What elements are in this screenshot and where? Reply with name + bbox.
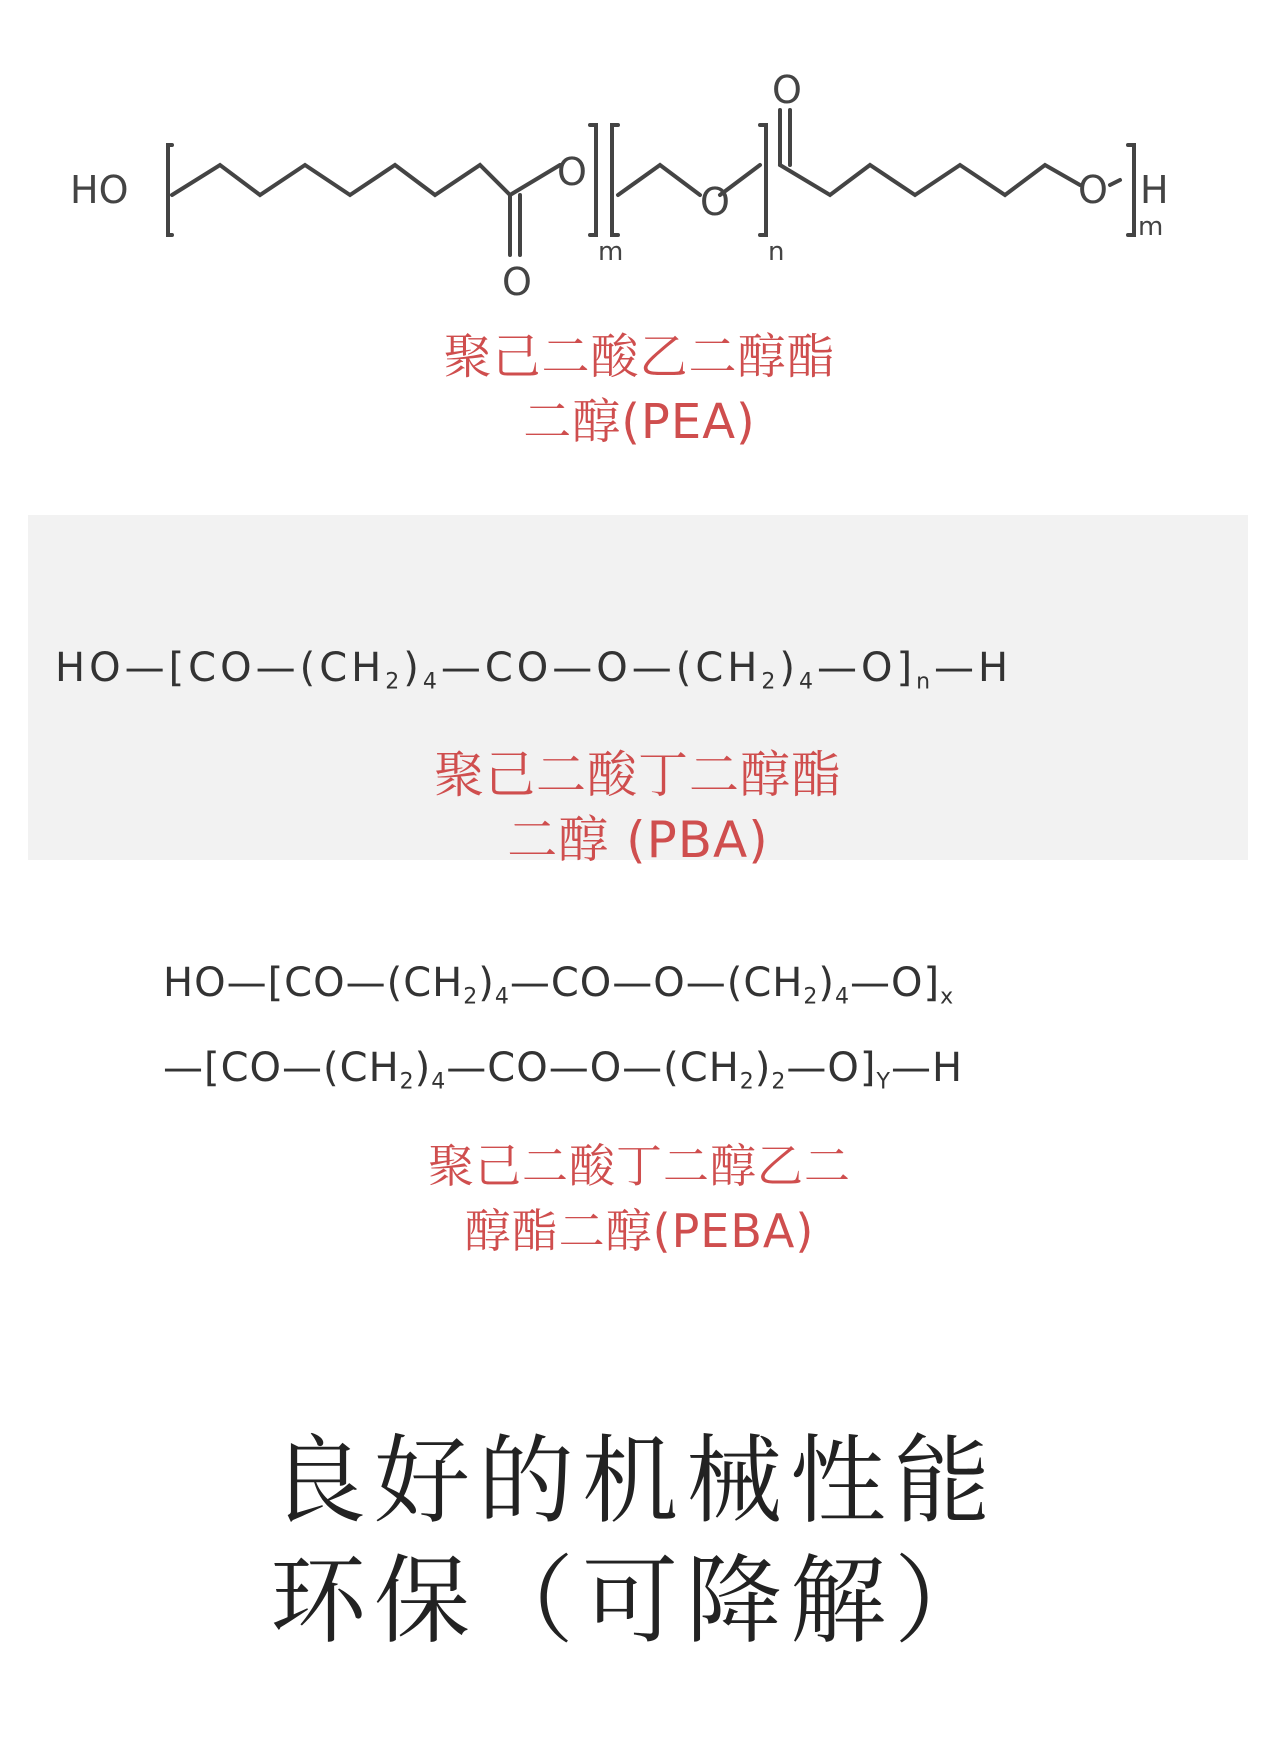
pba-co-open: [CO [168, 645, 256, 691]
peba1-ch2-a: (CH [386, 960, 464, 1006]
peba2-sub4-a: 4 [431, 1069, 447, 1095]
peba1-sub2-b: 2 [803, 984, 819, 1010]
pba-ch2-a: (CH [299, 645, 386, 691]
pba-h: H [978, 645, 1013, 691]
peba2-ch2-a: (CH [323, 1045, 400, 1091]
peba1-o-close: O] [890, 960, 941, 1006]
peba-name-line-1: 聚己二酸丁二醇乙二 [428, 1139, 851, 1193]
pba-close-a: ) [403, 645, 423, 691]
peba1-sub-x: x [940, 984, 955, 1010]
pba-co: CO [484, 645, 553, 691]
pea-bracket-n-left [612, 125, 618, 235]
peba2-sub-y: Y [876, 1069, 891, 1095]
pba-sub4-b: 4 [798, 669, 817, 695]
highlight-line-1: 良好的机械性能 [270, 1425, 998, 1537]
pba-o-close: O] [860, 645, 917, 691]
peba2-co: CO [487, 1045, 549, 1091]
pba-sub4-a: 4 [422, 669, 441, 695]
pea-name-line-1: 聚己二酸乙二醇酯 [443, 329, 836, 385]
peba2-sub2-c: 2 [771, 1069, 787, 1095]
peba1-sub4-b: 4 [834, 984, 850, 1010]
pea-ho-atom: HO [70, 168, 129, 212]
pea-carbonyl-o2-atom: O [772, 68, 802, 112]
peba2-close-b: ) [754, 1045, 772, 1091]
peba1-co-open: [CO [267, 960, 346, 1006]
peba1-close-a: ) [478, 960, 495, 1006]
pba-name-line-1: 聚己二酸丁二醇酯 [434, 746, 842, 804]
peba1-ho: HO [163, 960, 227, 1006]
pba-ch2-b: (CH [675, 645, 762, 691]
peba2-o: O [589, 1045, 623, 1091]
pea-bracket-m [590, 125, 596, 235]
highlight-line-2: 环保（可降解） [270, 1545, 998, 1657]
pba-close-b: ) [779, 645, 799, 691]
peba-name-line-2: 醇酯二醇(PEBA) [464, 1204, 815, 1258]
peba1-sub2-a: 2 [463, 984, 479, 1010]
peba-formula-line-1: $HO—[CO—(CH_2)_4—CO—O—(CH_2)_4—O]_x$ [163, 960, 955, 1010]
pea-bracket-left [168, 145, 172, 235]
peba1-o: O [653, 960, 686, 1006]
pea-subscript-m1: m [598, 237, 624, 267]
pba-formula: $HO—[CO—(CH_2)_4—CO—O—(CH_2)_4—O]_n—H$ [55, 645, 1013, 695]
peba2-o-close: O] [827, 1045, 877, 1091]
peba1-co: CO [550, 960, 613, 1006]
pea-o3-atom: O [1078, 168, 1108, 212]
pea-subscript-m2: m [1138, 212, 1164, 242]
peba2-close-a: ) [414, 1045, 432, 1091]
peba2-co-open: [CO [204, 1045, 283, 1091]
pea-carbonyl-o1-atom: O [502, 260, 532, 304]
pea-name-line-2: 二醇(PEA) [523, 394, 756, 450]
pba-ho: HO [55, 645, 125, 691]
pea-bracket-m2 [1128, 145, 1134, 235]
pea-chain-2 [618, 165, 700, 195]
pea-bracket-n-right [760, 125, 766, 235]
pea-h-atom: H [1140, 168, 1169, 212]
peba1-sub4-a: 4 [494, 984, 510, 1010]
pea-structure-diagram [60, 55, 1240, 305]
pea-subscript-n: n [768, 237, 785, 267]
peba1-ch2-b: (CH [726, 960, 804, 1006]
pea-o1-atom: O [557, 150, 587, 194]
peba2-h: H [931, 1045, 964, 1091]
pba-o: O [596, 645, 632, 691]
pba-sub-n: n [916, 669, 935, 695]
peba2-ch2-b: (CH [663, 1045, 740, 1091]
pea-chain-1 [172, 165, 510, 195]
pba-sub2-a: 2 [385, 669, 404, 695]
pea-chain-3 [780, 165, 1080, 195]
peba1-close-b: ) [818, 960, 835, 1006]
pba-sub2-b: 2 [761, 669, 780, 695]
peba2-sub2-a: 2 [399, 1069, 415, 1095]
peba-formula-line-2: $—[CO—(CH_2)_4—CO—O—(CH_2)_2—O]_Y—H$ [163, 1045, 964, 1095]
peba2-sub2-b: 2 [739, 1069, 755, 1095]
pba-name-line-2: 二醇 (PBA) [507, 811, 769, 869]
pea-o2-atom: O [700, 180, 730, 224]
